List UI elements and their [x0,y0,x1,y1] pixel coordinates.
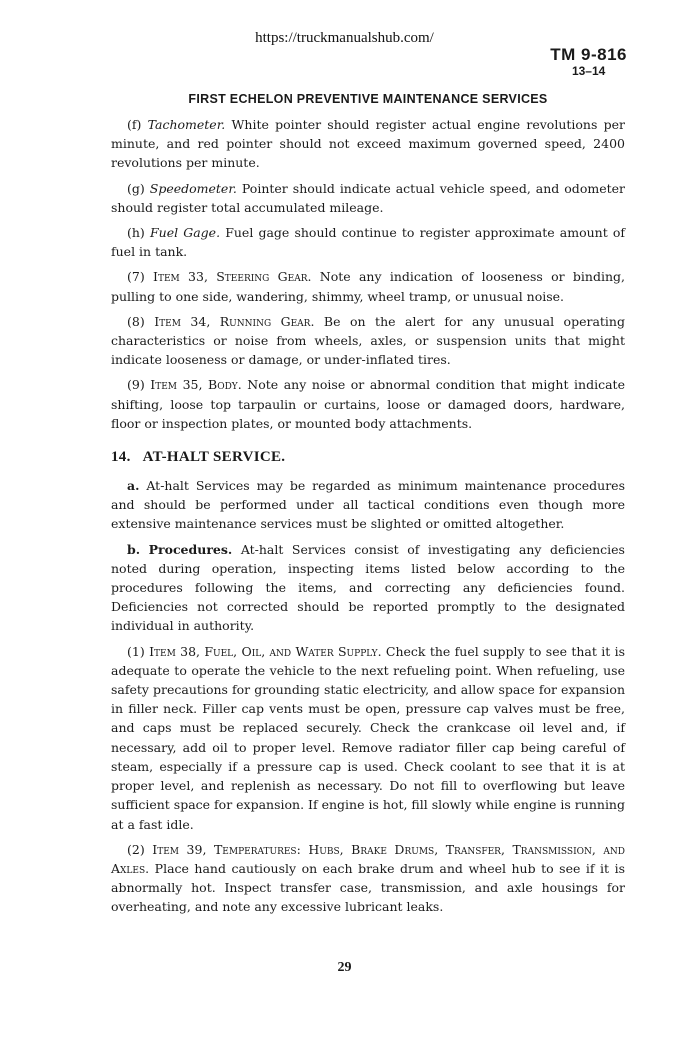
page-number: 29 [337,960,352,975]
paragraph-item [111,223,625,261]
item-text: White pointer should register actual engine revolutions per minute, and red pointer should not exceed maximum governed speed, 2400 revolutions per minute. [111,117,625,171]
paragraph-item [111,115,625,173]
item-number: (2) [127,841,145,857]
paragraph-b [111,540,625,636]
item-text: Check the fuel supply to see that it is adequate to operate the vehicle to the next refueling point. When refueling, use safety precautions for grounding static electricity, and allow space for expansion in filler neck. Filler cap vents must be open, pressure cap valves must be free, and caps must be replaced securely. Check the crankcase oil level and, if necessary, add oil to proper level. Remove radiator filler cap being careful of steam, especially if a pressure cap is used. Check coolant to see that it is at proper level, and replenish as necessary. Do not fill to overflowing but leave sufficient space for expansion. If engine is hot, fill slowly while engine is running at a fast idle. [111,643,625,832]
item-text: Fuel gage should continue to register approximate amount of fuel in tank. [111,225,626,260]
paragraph-range: 13–14 [571,64,606,78]
page-header [550,47,627,79]
paragraph-label: b. [127,541,141,557]
item-text: Pointer should indicate actual vehicle speed, and odometer should register total accumulated mileage. [111,180,625,215]
paragraph-text: At-halt Services consist of investigating any deficiencies noted during operation, inspecting items listed below according to the procedures following the items, and correcting any deficiencies found. Deficiencies not corrected should be reported promptly to the designated individual in authority. [111,541,625,634]
section-title: FIRST ECHELON PREVENTIVE MAINTENANCE SERVICES [188,92,548,106]
paragraph-item [111,840,625,917]
item-number: (8) [127,313,145,329]
paragraph-item [111,642,625,834]
item-title: Item 34, Running Gear. [154,313,315,329]
item-text: Note any noise or abnormal condition that might indicate shifting, loose top tarpaulin or curtains, loose or damaged doors, hardware, floor or inspection plates, or mounted body attachments. [111,377,625,431]
item-number: (g) [127,180,145,196]
item-title: Item 35, Body. [150,377,242,393]
paragraph-label: a. [127,478,140,494]
item-number: (f) [127,117,142,132]
chapter-number: 14. [111,449,131,466]
manual-number: TM 9-816 [550,45,627,64]
paragraph-text: At-halt Services may be regarded as minimum maintenance procedures and should be performed under all tactical conditions even though more extensive maintenance services must be slighted or omitted altogether. [111,478,625,532]
item-title: Fuel Gage. [149,225,221,241]
item-number: (9) [127,377,145,393]
paragraph-item [111,375,625,433]
item-title: Item 39, Temperatures: Hubs, Brake Drums, Transfer, Transmission, and Axles. [111,841,625,876]
item-number: (7) [127,269,145,285]
item-title: Speedometer. [149,180,237,196]
page-body [111,92,625,923]
item-text: Be on the alert for any unusual operating characteristics or noise from wheels, axles, or suspension units that might indicate looseness or damage, or under-inflated tires. [111,313,625,368]
item-text: Note any indication of looseness or binding, pulling to one side, wandering, shimmy, wheel tramp, or unusual noise. [111,269,625,304]
paragraph-title: Procedures. [148,541,233,557]
paragraph-item [111,312,625,370]
item-title: Item 38, Fuel, Oil, and Water Supply. [149,643,382,659]
paragraph-item [111,179,625,217]
chapter-heading [111,449,625,466]
chapter-title: AT-HALT SERVICE. [142,449,286,466]
source-url: https://truckmanualshub.com/ [255,30,434,46]
item-title: Item 33, Steering Gear. [153,269,312,285]
paragraph-item [111,267,625,305]
item-number: (1) [127,643,145,659]
item-number: (h) [127,225,145,241]
paragraph-a [111,476,625,534]
item-text: Place hand cautiously on each brake drum and wheel hub to see if it is abnormally hot. Inspect transfer case, transmission, and axle housings for overheating, and note any excessive lubricant leaks. [111,860,625,915]
item-title: Tachometer. [147,117,226,132]
